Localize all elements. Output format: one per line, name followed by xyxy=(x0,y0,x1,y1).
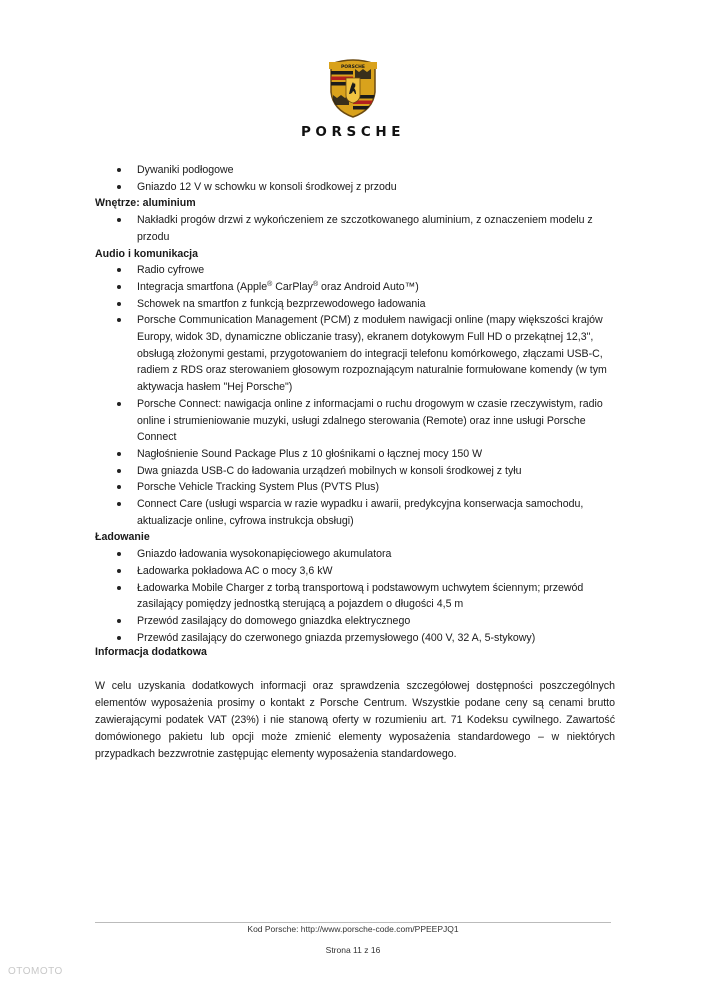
page-header xyxy=(0,58,706,140)
additional-info-title: Informacja dodatkowa xyxy=(95,646,207,658)
footer-divider xyxy=(95,922,611,923)
list-item: Radio cyfrowe xyxy=(95,262,615,279)
porsche-crest-logo xyxy=(329,58,377,118)
porsche-wordmark: PORSCHE xyxy=(300,124,406,140)
list-misc xyxy=(95,162,615,195)
list-item: Ładowarka Mobile Charger z torbą transportową i podstawowym uchwytem ściennym; przewód zasilający pomiędzy jednostką sterującą a pojazdem o długości 4,5 m xyxy=(95,580,615,613)
equipment-list xyxy=(95,162,615,646)
list-item: Gniazdo ładowania wysokonapięciowego akumulatora xyxy=(95,546,615,563)
section-heading-interior: Wnętrze: aluminium xyxy=(95,197,196,210)
footer-page-number: Strona 11 z 16 xyxy=(325,945,381,955)
footer-porsche-code: Kod Porsche: http://www.porsche-code.com/PPEEPJQ1 xyxy=(247,924,459,934)
section-heading-audio: Audio i komunikacja xyxy=(95,247,199,260)
list-item: Ładowarka pokładowa AC o mocy 3,6 kW xyxy=(95,563,615,580)
list-item: Porsche Connect: nawigacja online z informacjami o ruchu drogowym w czasie rzeczywistym, radio online i strumieniowanie muzyki, usługi zdalnego sterowania (Remote) oraz inne usługi Porsche Connect xyxy=(95,396,615,446)
list-item: Gniazdo 12 V w schowku w konsoli środkowej z przodu xyxy=(95,179,615,196)
additional-info-paragraph: W celu uzyskania dodatkowych informacji oraz sprawdzenia szczegółowej dostępności poszczególnych elementów wyposażenia prosimy o kontakt z Porsche Centrum. Wszystkie podane ceny są cenami brutto zawierającymi podatek VAT (23%) i nie stanową oferty w rozumieniu art. 71 Kodeksu cywilnego. Zawartość domówionego pakietu lub opcji może zmienić elementy wyposażenia standardowego – w niektórych przypadkach bezzwrotnie zastępując elementy wyposażenia standardowego. xyxy=(95,679,615,760)
list-charging xyxy=(95,546,615,646)
list-item: Porsche Vehicle Tracking System Plus (PVTS Plus) xyxy=(95,479,615,496)
list-item: Schowek na smartfon z funkcją bezprzewodowego ładowania xyxy=(95,296,615,313)
list-item-smartphone: Integracja smartfona (Apple® CarPlay® oraz Android Auto™) xyxy=(95,279,615,296)
list-interior xyxy=(95,212,615,245)
section-heading-charging: Ładowanie xyxy=(95,531,150,544)
list-item: Dwa gniazda USB-C do ładowania urządzeń mobilnych w konsoli środkowej z tyłu xyxy=(95,463,615,480)
watermark: OTOMOTO xyxy=(8,966,63,977)
list-item: Dywaniki podłogowe xyxy=(95,162,615,179)
list-item: Przewód zasilający do czerwonego gniazda przemysłowego (400 V, 32 A, 5-stykowy) xyxy=(95,630,615,647)
list-item: Connect Care (usługi wsparcia w razie wypadku i awarii, predykcyjna konserwacja samochodu, aktualizacje online, cyfrowa instrukcja obsługi) xyxy=(95,496,615,529)
list-item: Nagłośnienie Sound Package Plus z 10 głośnikami o łącznej mocy 150 W xyxy=(95,446,615,463)
crest-text: PORSCHE xyxy=(341,65,365,70)
list-audio xyxy=(95,262,615,529)
list-item: Przewód zasilający do domowego gniazdka elektrycznego xyxy=(95,613,615,630)
list-item: Nakładki progów drzwi z wykończeniem ze szczotkowanego aluminium, z oznaczeniem modelu z przodu xyxy=(95,212,615,245)
additional-info xyxy=(95,644,615,762)
list-item: Porsche Communication Management (PCM) z modułem nawigacji online (mapy większości krajów Europy, widok 3D, dynamiczne obliczanie trasy), ekranem dotykowym Full HD o przekątnej 12,3", obsługą złożonymi gestami, przygotowaniem do integracji telefonu komórkowego, złączami USB-C, radiem z RDS oraz sterowaniem głosowym rozpoznającym naturalnie formułowane komendy (w tym aktywacja hasłem "Hej Porsche") xyxy=(95,312,615,396)
